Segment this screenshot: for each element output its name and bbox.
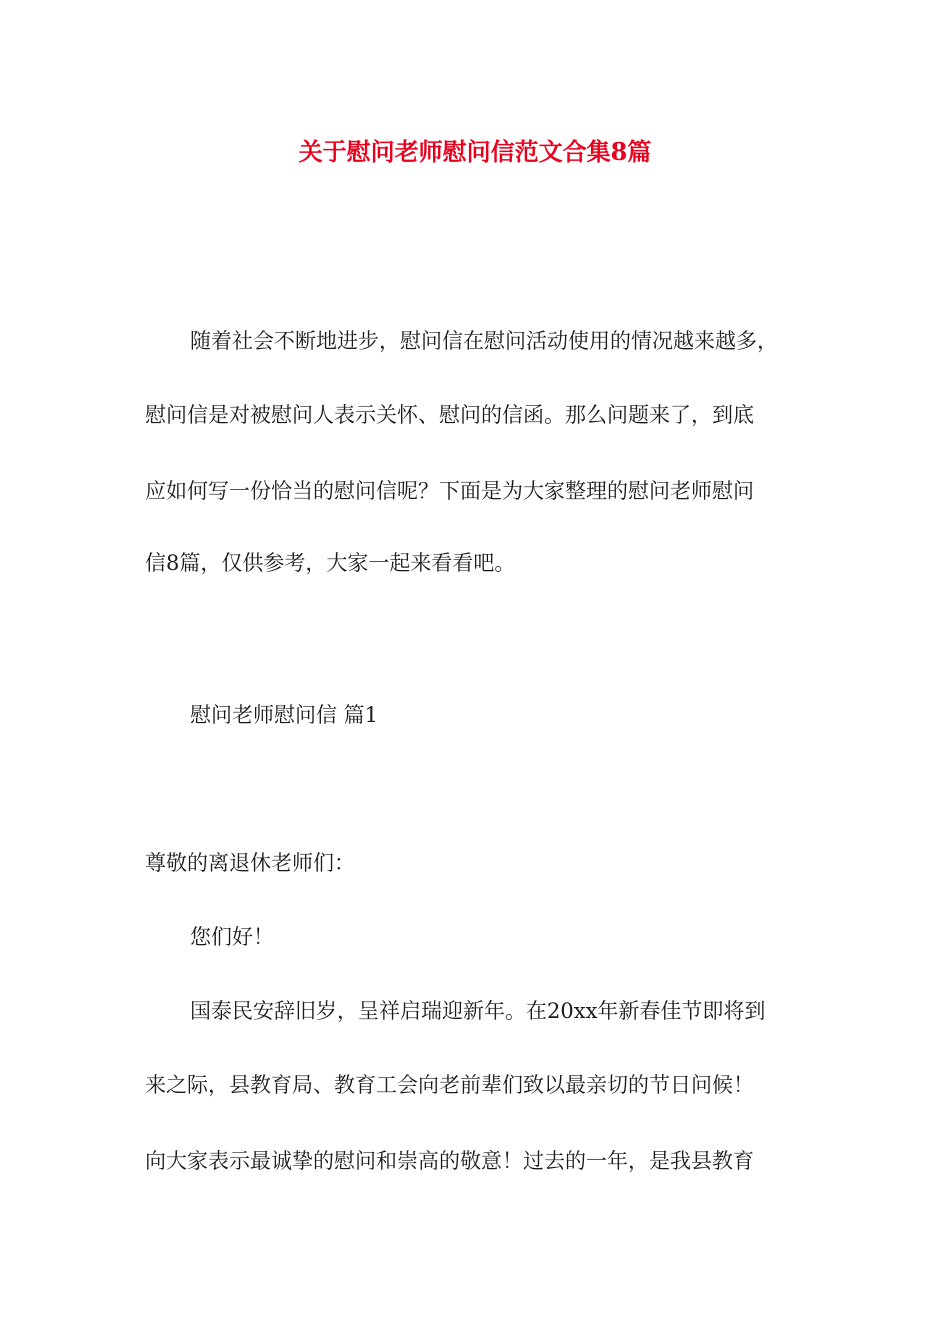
body-line-2: 来之际，县教育局、教育工会向老前辈们致以最亲切的节日问候！ (145, 1073, 754, 1097)
letter-greeting: 您们好！ (190, 925, 274, 949)
body-line-3: 向大家表示最诚挚的慰问和崇高的敬意！过去的一年，是我县教育 (145, 1149, 754, 1173)
intro-line-2: 慰问信是对被慰问人表示关怀、慰问的信函。那么问题来了，到底 (145, 403, 754, 427)
letter-salutation: 尊敬的离退休老师们： (145, 851, 355, 875)
section-heading: 慰问老师慰问信 篇1 (190, 703, 379, 727)
body-line-1: 国泰民安辞旧岁，呈祥启瑞迎新年。在20xx年新春佳节即将到 (190, 999, 766, 1023)
intro-line-4: 信8篇，仅供参考，大家一起来看看吧。 (145, 551, 516, 575)
document-title: 关于慰问老师慰问信范文合集8篇 (298, 137, 652, 166)
intro-line-3: 应如何写一份恰当的慰问信呢？下面是为大家整理的慰问老师慰问 (145, 479, 754, 503)
intro-line-1: 随着社会不断地进步，慰问信在慰问活动使用的情况越来越多， (190, 329, 778, 353)
